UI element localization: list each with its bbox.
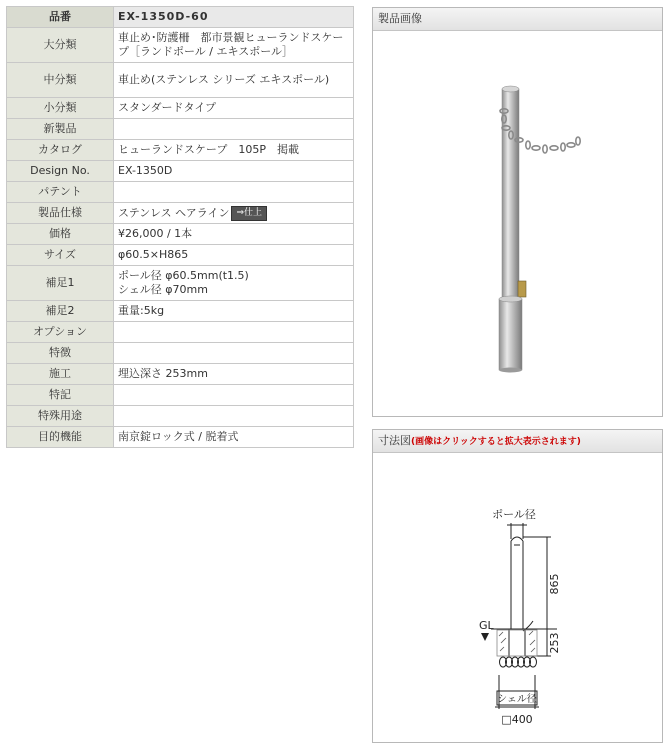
row-value: ステンレス ヘアライン — [118, 206, 230, 219]
row-value: EX-1350D-60 — [114, 7, 354, 28]
row-value — [114, 385, 354, 406]
panel-title: 寸法図 — [378, 434, 411, 447]
row-label: サイズ — [7, 245, 114, 266]
row-value — [114, 182, 354, 203]
row-value: 重量:5kg — [114, 301, 354, 322]
spec-table — [6, 6, 354, 448]
row-value: 埋込深さ 253mm — [114, 364, 354, 385]
row-value: ポール径 φ60.5mm(t1.5) — [118, 269, 249, 282]
table-row — [7, 28, 354, 63]
row-label: 補足2 — [7, 301, 114, 322]
row-value — [114, 343, 354, 364]
finish-link-button[interactable]: ⇒仕上 — [231, 206, 267, 221]
table-row — [7, 322, 354, 343]
table-row — [7, 301, 354, 322]
enlarge-note: (画像はクリックすると拡大表示されます) — [411, 437, 581, 447]
row-label: 大分類 — [7, 28, 114, 63]
dimension-panel — [372, 429, 663, 743]
row-value: ¥26,000 / 1本 — [114, 224, 354, 245]
pole-diameter-label: ポール径 — [492, 508, 536, 521]
row-label: 特徴 — [7, 343, 114, 364]
row-value-cell — [114, 266, 354, 301]
row-label: 特殊用途 — [7, 406, 114, 427]
product-photo[interactable] — [373, 31, 662, 416]
row-value — [114, 119, 354, 140]
row-label: 補足1 — [7, 266, 114, 301]
row-value-2: シェル径 φ70mm — [118, 283, 208, 296]
row-label: 施工 — [7, 364, 114, 385]
dimension-drawing[interactable] — [373, 453, 662, 742]
row-label: 品番 — [7, 7, 114, 28]
row-label: カタログ — [7, 140, 114, 161]
table-row — [7, 224, 354, 245]
table-row — [7, 364, 354, 385]
shell-diameter-label: シェル径 — [497, 694, 537, 705]
table-row — [7, 427, 354, 448]
panel-title: 製品画像 — [373, 8, 662, 31]
row-label: オプション — [7, 322, 114, 343]
row-value: φ60.5×H865 — [114, 245, 354, 266]
table-row — [7, 63, 354, 98]
table-row — [7, 245, 354, 266]
row-value: 南京錠ロック式 / 脱着式 — [114, 427, 354, 448]
row-value — [114, 406, 354, 427]
base-size-label: □400 — [501, 713, 533, 726]
row-value: EX-1350D — [114, 161, 354, 182]
gl-label: GL — [479, 619, 494, 632]
table-row — [7, 7, 354, 28]
row-label: 新製品 — [7, 119, 114, 140]
table-row — [7, 406, 354, 427]
product-image-panel — [372, 7, 663, 417]
row-value: ヒューランドスケープ 105P 掲載 — [114, 140, 354, 161]
panel-title-row — [373, 430, 662, 453]
row-value: 車止め･防護柵 都市景観ヒューランドスケープ［ランドポール / エキスポール］ — [114, 28, 354, 63]
row-label: 特記 — [7, 385, 114, 406]
table-row — [7, 98, 354, 119]
row-value: スタンダードタイプ — [114, 98, 354, 119]
row-value-cell — [114, 203, 354, 224]
row-label: 目的機能 — [7, 427, 114, 448]
table-row — [7, 385, 354, 406]
row-label: 小分類 — [7, 98, 114, 119]
table-row — [7, 182, 354, 203]
row-label: 製品仕様 — [7, 203, 114, 224]
row-label: Design No. — [7, 161, 114, 182]
table-row — [7, 343, 354, 364]
table-row — [7, 161, 354, 182]
row-value: 車止め(ステンレス シリーズ エキスポール) — [114, 63, 354, 98]
table-row — [7, 203, 354, 224]
table-row — [7, 266, 354, 301]
height-label: 865 — [548, 573, 561, 595]
row-value — [114, 322, 354, 343]
row-label: パテント — [7, 182, 114, 203]
table-row — [7, 119, 354, 140]
row-label: 価格 — [7, 224, 114, 245]
table-row — [7, 140, 354, 161]
depth-label: 253 — [548, 632, 561, 654]
row-label: 中分類 — [7, 63, 114, 98]
